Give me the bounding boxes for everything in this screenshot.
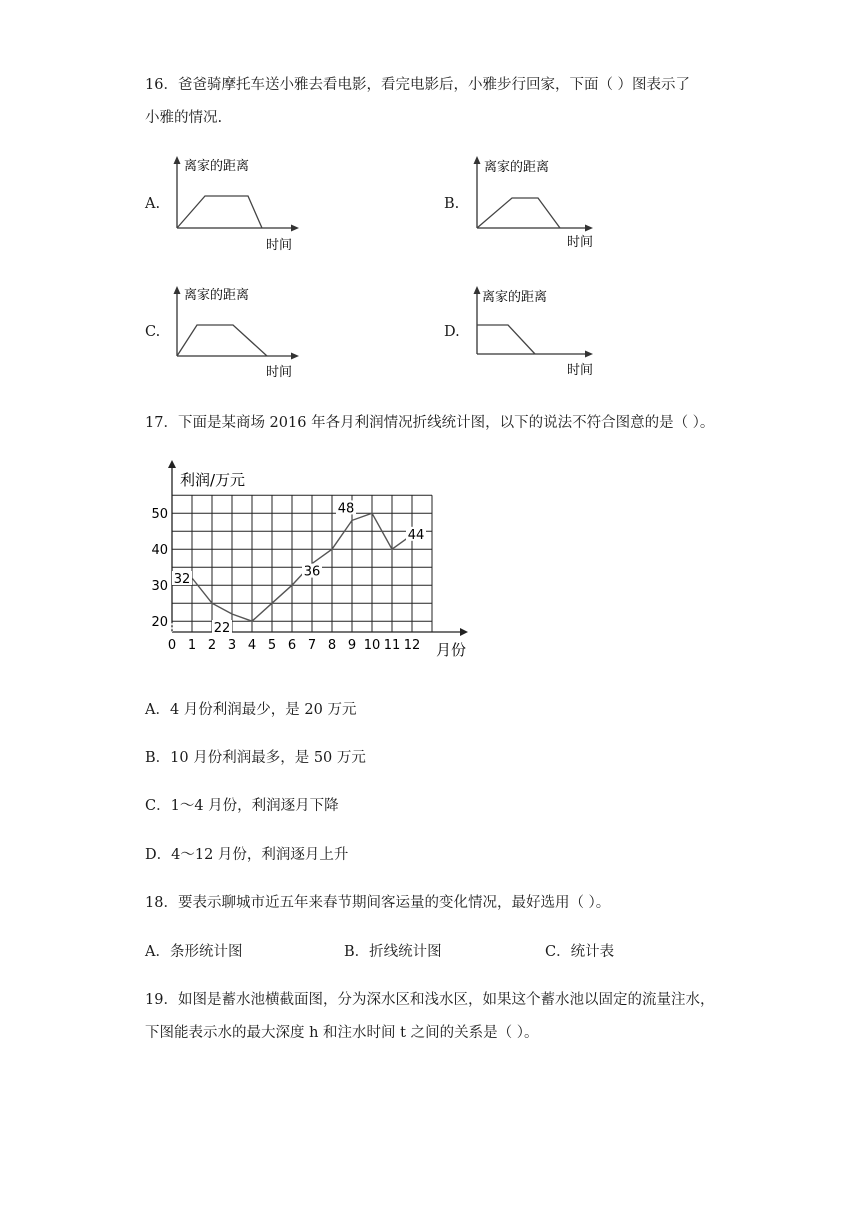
y-axis-title: 利润/万元 — [180, 471, 246, 489]
profit-point — [351, 520, 353, 522]
profit-point — [211, 602, 213, 604]
x-tick-label: 8 — [327, 638, 337, 653]
y-tick-label: 40 — [151, 543, 168, 559]
profit-line-chart — [140, 455, 480, 665]
q16-graph-d — [470, 280, 605, 382]
q16-b-ylabel: 离家的距离 — [484, 160, 550, 175]
chart-labels — [151, 471, 466, 659]
y-tick-label: 20 — [151, 615, 168, 631]
q18-option-b[interactable]: B．折线统计图 — [344, 944, 442, 960]
q16-option-b-label[interactable]: B. — [444, 196, 460, 212]
y-tick-label: 50 — [151, 507, 168, 523]
data-label: 22 — [213, 621, 231, 636]
x-tick-label: 10 — [363, 638, 381, 653]
q16-graph-c — [170, 280, 305, 382]
x-tick-label: 7 — [307, 638, 317, 653]
data-label: 48 — [337, 501, 355, 517]
q16-b-xlabel: 时间 — [567, 235, 594, 250]
q16-a-ylabel: 离家的距离 — [184, 159, 250, 174]
q16-a-xlabel: 时间 — [266, 238, 293, 253]
profit-point — [391, 548, 393, 550]
data-label: 32 — [173, 572, 191, 587]
x-tick-label: 9 — [347, 638, 357, 653]
profit-point — [231, 613, 233, 615]
x-tick-label: 5 — [267, 638, 277, 653]
x-tick-label: 4 — [247, 638, 257, 653]
q16-d-xlabel: 时间 — [567, 363, 594, 378]
q19-text-line2: 下图能表示水的最大深度 h 和注水时间 t 之间的关系是（ ）。 — [145, 1025, 539, 1041]
q19-text-line1: 19．如图是蓄水池横截面图，分为深水区和浅水区，如果这个蓄水池以固定的流量注水， — [145, 992, 715, 1008]
x-axis-arrow — [460, 628, 468, 636]
x-tick-label: 12 — [403, 638, 421, 653]
x-tick-label: 3 — [227, 638, 237, 653]
q17-question: 17．下面是某商场 2016 年各月利润情况折线统计图，以下的说法不符合图意的是（ ）。 — [145, 415, 715, 431]
profit-point — [271, 602, 273, 604]
profit-point — [251, 620, 253, 622]
q16-option-a-label[interactable]: A. — [145, 196, 161, 212]
data-label: 36 — [303, 564, 321, 580]
q17-option-b[interactable]: B．10 月份利润最多，是 50 万元 — [145, 750, 366, 766]
profit-point — [371, 512, 373, 514]
q16-graph-a — [170, 152, 305, 254]
q16-graph-b — [470, 150, 605, 252]
y-tick-label: 30 — [151, 579, 168, 595]
q18-option-c[interactable]: C．统计表 — [545, 944, 615, 960]
q17-option-a[interactable]: A．4 月份利润最少，是 20 万元 — [145, 702, 357, 718]
profit-point — [331, 548, 333, 550]
data-label: 44 — [407, 527, 425, 543]
chart-grid — [172, 495, 432, 632]
x-tick-label: 6 — [287, 638, 297, 653]
q16-c-xlabel: 时间 — [266, 365, 293, 380]
q17-option-c[interactable]: C．1～4 月份，利润逐月下降 — [145, 798, 339, 814]
q16-c-ylabel: 离家的距离 — [184, 288, 250, 303]
q16-option-d-label[interactable]: D. — [444, 324, 460, 340]
q16-text-line2: 小雅的情况. — [145, 110, 223, 126]
x-tick-label: 11 — [383, 638, 401, 653]
q16-text-line1: 16．爸爸骑摩托车送小雅去看电影，看完电影后，小雅步行回家，下面（ ）图表示了 — [145, 77, 691, 93]
x-tick-label: 1 — [187, 638, 197, 653]
q18-option-a[interactable]: A．条形统计图 — [145, 944, 243, 960]
q17-option-d[interactable]: D．4～12 月份，利润逐月上升 — [145, 847, 349, 863]
x-tick-label: 2 — [207, 638, 217, 653]
y-axis-arrow — [168, 460, 176, 468]
q16-option-c-label[interactable]: C. — [145, 324, 161, 340]
q18-question: 18．要表示聊城市近五年来春节期间客运量的变化情况，最好选用（ ）。 — [145, 895, 611, 911]
x-axis-title: 月份 — [436, 641, 467, 659]
profit-point — [291, 584, 293, 586]
q16-d-ylabel: 离家的距离 — [482, 290, 548, 305]
x-tick-label: 0 — [167, 638, 177, 653]
